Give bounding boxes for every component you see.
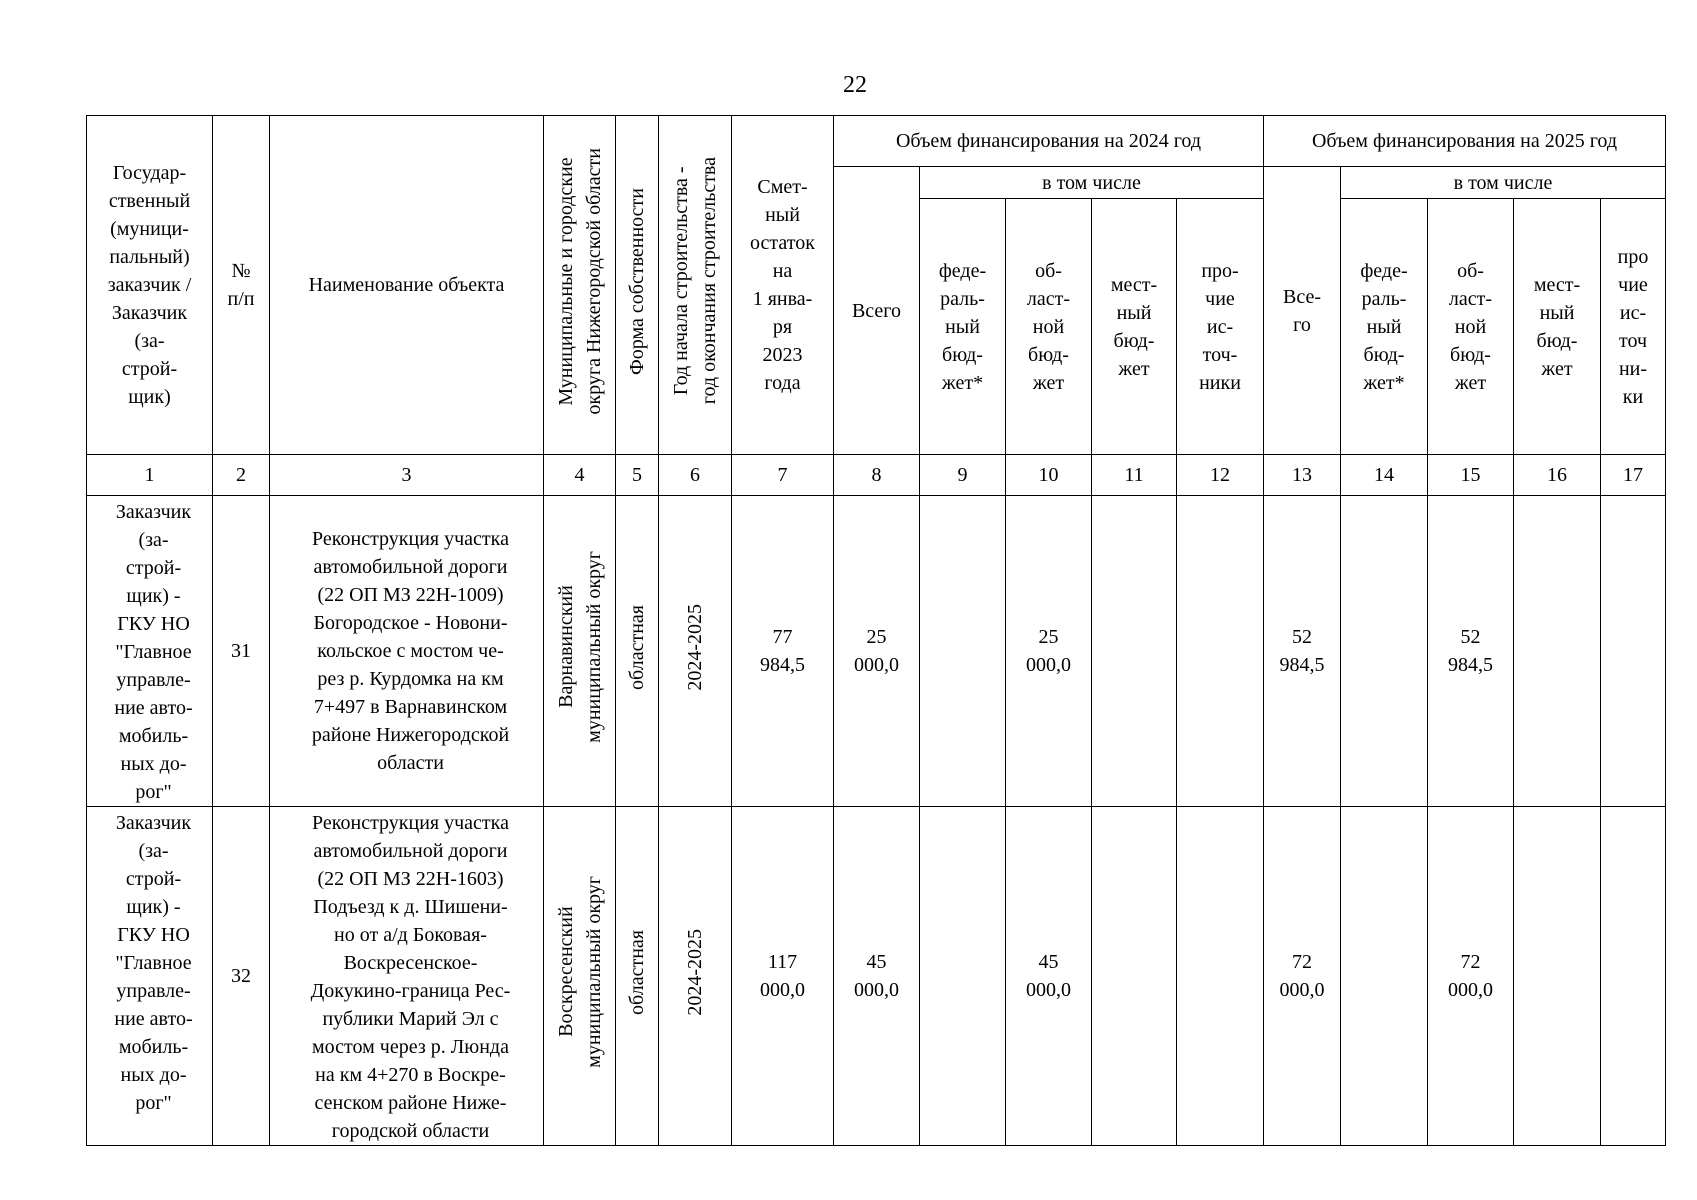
column-number: 16	[1514, 455, 1601, 496]
row-municipality-cell	[544, 807, 616, 1146]
table-row	[87, 807, 1666, 1146]
row-customer: Заказчик (за- строй- щик) - ГКУ НО "Главное управле- ние авто- мобиль- ных до- рог"	[87, 807, 213, 1146]
header-total-2024: Всего	[834, 167, 920, 455]
column-number: 15	[1428, 455, 1514, 496]
row-ownership: областная	[626, 604, 648, 690]
row-num: 32	[213, 807, 270, 1146]
row-federal-2024	[920, 807, 1006, 1146]
column-number: 17	[1601, 455, 1666, 496]
row-local-2025	[1514, 807, 1601, 1146]
row-municipality: Воскресенский муниципальный округ	[554, 876, 605, 1068]
column-number: 8	[834, 455, 920, 496]
row-regional-2024: 25 000,0	[1006, 496, 1092, 807]
row-remainder: 117 000,0	[732, 807, 834, 1146]
row-other-2025	[1601, 807, 1666, 1146]
header-years-cell	[659, 116, 732, 455]
page-number: 22	[843, 72, 867, 98]
row-years: 2024-2025	[684, 928, 706, 1016]
header-municipality-cell	[544, 116, 616, 455]
row-num: 31	[213, 496, 270, 807]
row-federal-2025	[1341, 496, 1428, 807]
row-federal-2025	[1341, 807, 1428, 1146]
row-local-2024	[1092, 496, 1177, 807]
column-number: 10	[1006, 455, 1092, 496]
row-total-2025: 72 000,0	[1264, 807, 1341, 1146]
column-number: 13	[1264, 455, 1341, 496]
row-regional-2025: 52 984,5	[1428, 496, 1514, 807]
column-number: 7	[732, 455, 834, 496]
column-number: 12	[1177, 455, 1264, 496]
header-fin-2024: Объем финансирования на 2024 год	[834, 116, 1264, 167]
header-including-2025: в том числе	[1341, 167, 1666, 199]
header-federal-2025: феде- раль- ный бюд- жет*	[1341, 199, 1428, 455]
row-local-2025	[1514, 496, 1601, 807]
investment-table	[86, 115, 1666, 1146]
header-local-2025: мест- ный бюд- жет	[1514, 199, 1601, 455]
row-customer: Заказчик (за- строй- щик) - ГКУ НО "Главное управле- ние авто- мобиль- ных до- рог"	[87, 496, 213, 807]
header-other-2025: про чие ис- точ ни- ки	[1601, 199, 1666, 455]
header-regional-2024: об- ласт- ной бюд- жет	[1006, 199, 1092, 455]
header-local-2024: мест- ный бюд- жет	[1092, 199, 1177, 455]
column-number-row	[87, 455, 1666, 496]
row-regional-2024: 45 000,0	[1006, 807, 1092, 1146]
row-regional-2025: 72 000,0	[1428, 807, 1514, 1146]
column-number: 1	[87, 455, 213, 496]
row-years-cell	[659, 807, 732, 1146]
header-remainder: Смет- ный остаток на 1 янва- ря 2023 года	[732, 116, 834, 455]
header-fin-2025: Объем финансирования на 2025 год	[1264, 116, 1666, 167]
row-local-2024	[1092, 807, 1177, 1146]
header-including-2024: в том числе	[920, 167, 1264, 199]
column-number: 6	[659, 455, 732, 496]
column-number: 9	[920, 455, 1006, 496]
row-ownership-cell	[616, 807, 659, 1146]
header-customer: Государ- ственный (муници- пальный) заказчик / Заказчик (за- строй- щик)	[87, 116, 213, 455]
column-number: 4	[544, 455, 616, 496]
header-other-2024: про- чие ис- точ- ники	[1177, 199, 1264, 455]
row-total-2025: 52 984,5	[1264, 496, 1341, 807]
column-number: 2	[213, 455, 270, 496]
row-total-2024: 25 000,0	[834, 496, 920, 807]
header-regional-2025: об- ласт- ной бюд- жет	[1428, 199, 1514, 455]
header-municipality: Муниципальные и городские округа Нижегородской области	[554, 147, 605, 415]
header-ownership-cell	[616, 116, 659, 455]
row-ownership-cell	[616, 496, 659, 807]
row-other-2025	[1601, 496, 1666, 807]
row-years-cell	[659, 496, 732, 807]
row-other-2024	[1177, 496, 1264, 807]
row-municipality-cell	[544, 496, 616, 807]
row-total-2024: 45 000,0	[834, 807, 920, 1146]
header-row-1	[87, 116, 1666, 167]
header-num: № п/п	[213, 116, 270, 455]
row-remainder: 77 984,5	[732, 496, 834, 807]
header-object-name: Наименование объекта	[270, 116, 544, 455]
header-federal-2024: феде- раль- ный бюд- жет*	[920, 199, 1006, 455]
column-number: 5	[616, 455, 659, 496]
header-total-2025: Все- го	[1264, 167, 1341, 455]
row-ownership: областная	[626, 929, 648, 1015]
column-number: 11	[1092, 455, 1177, 496]
row-object-name: Реконструкция участка автомобильной дороги (22 ОП МЗ 22Н-1603) Подъезд к д. Шишени- но от а/д Боковая- Воскресенское- Докукино-граница Рес- публики Марий Эл с мостом через р. Люнда на км 4+270 в Воскре- сенском районе Ниже- городской области	[270, 807, 544, 1146]
column-number: 14	[1341, 455, 1428, 496]
header-years: Год начала строительства - год окончания строительства	[670, 157, 720, 405]
column-number: 3	[270, 455, 544, 496]
row-federal-2024	[920, 496, 1006, 807]
row-years: 2024-2025	[684, 603, 706, 691]
row-municipality: Варнавинский муниципальный округ	[554, 551, 605, 743]
row-other-2024	[1177, 807, 1264, 1146]
table-row	[87, 496, 1666, 807]
row-object-name: Реконструкция участка автомобильной дороги (22 ОП МЗ 22Н-1009) Богородское - Новони- кольское с мостом че- рез р. Курдомка на км 7+497 в Варнавинском районе Нижегородской области	[270, 496, 544, 807]
header-ownership: Форма собственности	[626, 187, 648, 375]
